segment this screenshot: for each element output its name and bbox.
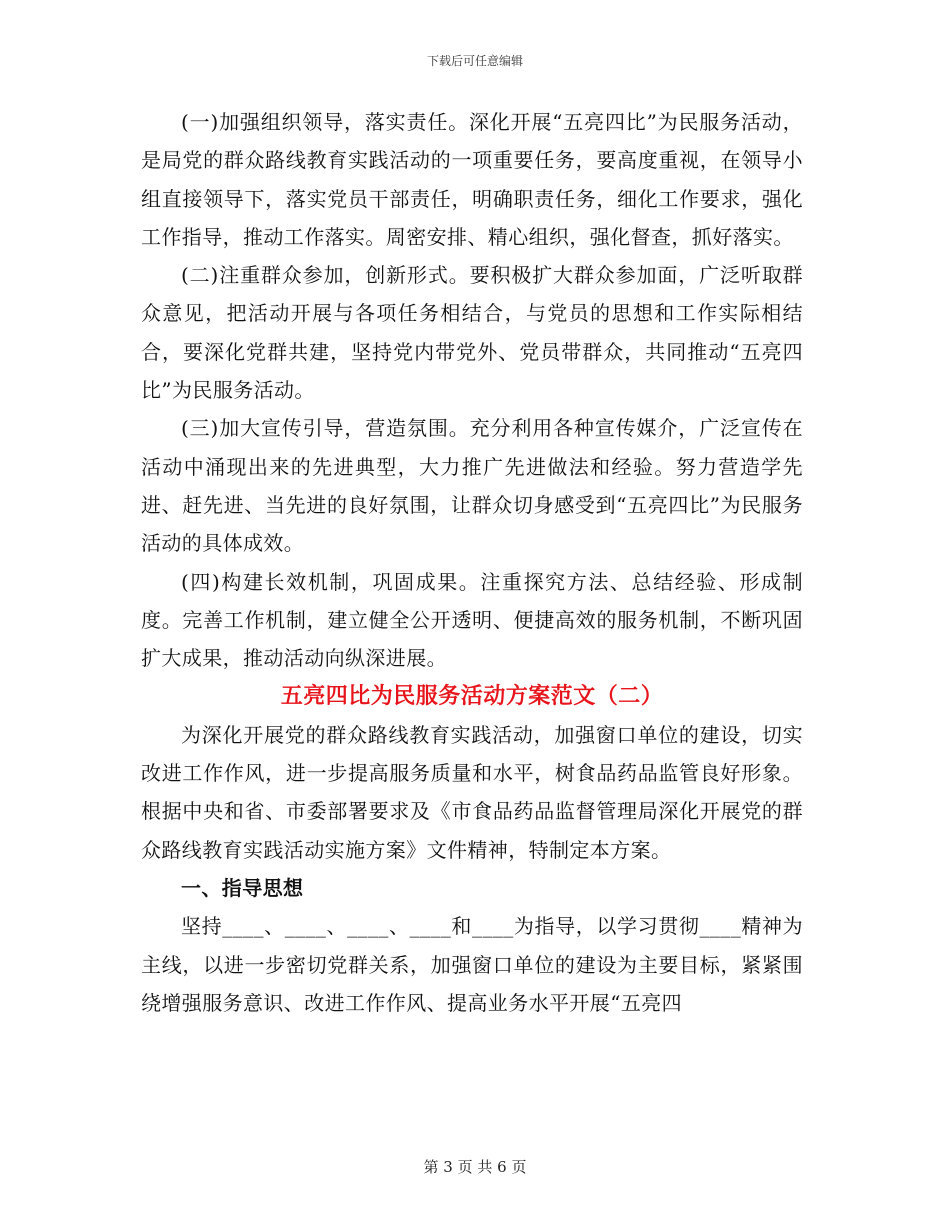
paragraph-public-participation: (二)注重群众参加，创新形式。要积极扩大群众参加面，广泛听取群众意见，把活动开展与各项任务相结合，与党员的思想和工作实际相结合，要深化党群共建，坚持党内带党外、党员带群众，共同推动“五亮四比”为民服务活动。 bbox=[141, 263, 803, 403]
paragraph-introduction: 为深化开展党的群众路线教育实践活动，加强窗口单位的建设，切实改进工作作风，进一步提高服务质量和水平，树食品药品监管良好形象。根据中央和省、市委部署要求及《市食品药品监督管理局深化开展党的群众路线教育实践活动实施方案》文件精神，特制定本方案。 bbox=[141, 722, 803, 862]
page-header-note: 下载后可任意编辑 bbox=[426, 54, 523, 68]
heading-guiding-ideology: 一、指导思想 bbox=[181, 875, 304, 900]
paragraph-publicity-guidance: (三)加大宣传引导，营造氛围。充分利用各种宣传媒介，广泛宣传在活动中涌现出来的先进典型，大力推广先进做法和经验。努力营造学先进、赶先进、当先进的良好氛围，让群众切身感受到“五亮四比”为民服务活动的具体成效。 bbox=[141, 416, 803, 556]
paragraph-strengthen-leadership: (一)加强组织领导，落实责任。深化开展“五亮四比”为民服务活动，是局党的群众路线教育实践活动的一项重要任务，要高度重视，在领导小组直接领导下，落实党员干部责任，明确职责任务，细化工作要求，强化工作指导，推动工作落实。周密安排、精心组织，强化督查，抓好落实。 bbox=[141, 110, 803, 249]
document-body bbox=[141, 103, 803, 1022]
section-title: 五亮四比为民服务活动方案范文（二） bbox=[280, 683, 664, 710]
paragraph-long-term-mechanism: (四)构建长效机制，巩固成果。注重探究方法、总结经验、形成制度。完善工作机制，建立健全公开透明、便捷高效的服务机制，不断巩固扩大成果，推动活动向纵深进展。 bbox=[141, 569, 803, 671]
paragraph-guiding-ideology: 坚持____、____、____、____和____为指导，以学习贯彻____精神为主线，以进一步密切党群关系，加强窗口单位的建设为主要目标，紧紧围绕增强服务意识、改进工作作风、提高业务水平开展“五亮四 bbox=[141, 914, 803, 1015]
page-number: 第 3 页 共 6 页 bbox=[423, 1158, 527, 1176]
